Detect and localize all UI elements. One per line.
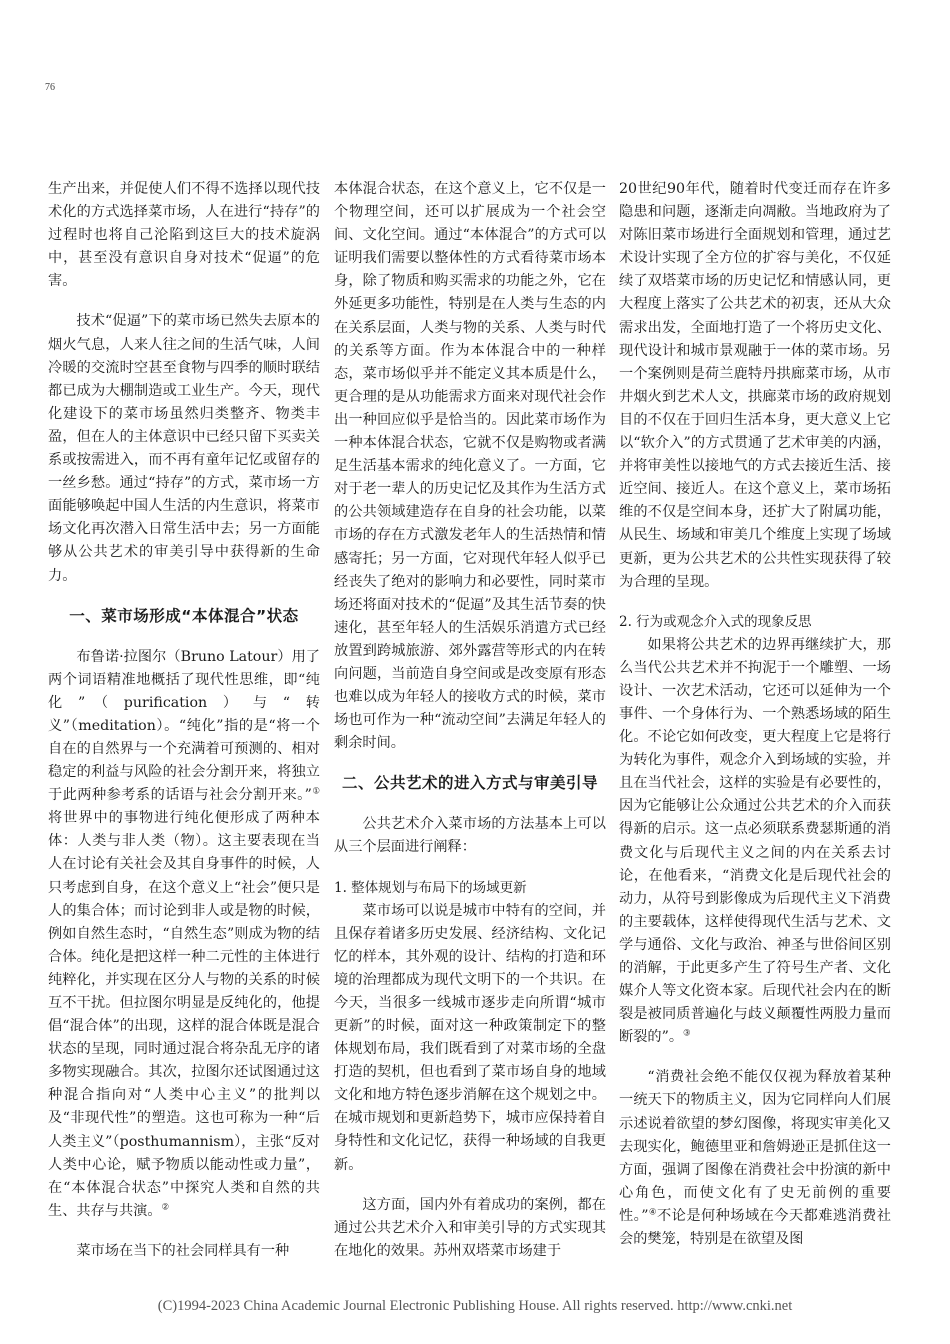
paragraph: 菜市场在当下的社会同样具有一种	[76, 1242, 290, 1259]
paragraph: 菜市场可以说是城市中特有的空间，并且保存着诸多历史发展、经济结构、文化记忆的样本，其外观的设计、结构的打造和环境的治理都成为现代文明下的一个共识。在今天，当很多一线城市逐步走向所谓“城市更新”的时候，面对这一种政策制定下的整体规划布局，我们既看到了对菜市场的全盘打造的契机，但也看到了菜市场自身的地域文化和地方特色逐步消解在这个规划之中。在城市规划和更新趋势下，城市应保持着自身特性和文化记忆，获得一种场域的自我更新。	[334, 902, 606, 1173]
section-heading-1: 一、菜市场形成“本体混合”状态	[69, 606, 299, 625]
paragraph: 公共艺术介入菜市场的方法基本上可以从三个层面进行阐释：	[334, 816, 606, 856]
paragraph-text: 如果将公共艺术的边界再继续扩大，那么当代公共艺术并不拘泥于一个雕塑、一场设计、一次艺术活动，它还可以延伸为一个事件、一个身体行为、一个熟悉场域的陌生化。不论它如何改变，更大程度上它是将行为转化为事件，观念介入到场域的实验，并且在当代社会，这样的实验是有必要性的，因为它能够让公众通过公共艺术的介入而获得新的启示。这一点必须联系费瑟斯通的消费文化与后现代主义之间的内在关系去讨论，在他看来，“消费文化是后现代社会的动力，从符号到影像成为后现代主义下消费的主要载体，这样使得现代生活与艺术、文学与通俗、文化与政治、神圣与世俗间区别的消解，于此更多产生了符号生产者、文化媒介人等文化资本家。后现代社会内在的断裂是被同质普遍化与歧义颠覆性两股力量而断裂的”。	[619, 636, 891, 1046]
paragraph-latour	[48, 646, 320, 1223]
page-number: 76	[45, 82, 55, 93]
column-left	[48, 178, 320, 1263]
paragraph-featherstone	[619, 634, 891, 1050]
subsection-heading-1: 1. 整体规划与布局下的场域更新	[334, 879, 527, 896]
paragraph: 本体混合状态，在这个意义上，它不仅是一个物理空间，还可以扩展成为一个社会空间、文化空间。通过“本体混合”的方式可以证明我们需要以整体性的方式看待菜市场本身，除了物质和购买需求的功能之外，它在外延更多功能性，特别是在人类与生态的内在关系层面，人类与物的关系、人类与时代的关系等方面。作为本体混合中的一种样态，菜市场似乎并不能定义其本质是什么，更合理的是从功能需求方面来对现代社会作出一种回应似乎是恰当的。因此菜市场作为一种本体混合状态，它就不仅是购物或者满足生活基本需求的纯化意义了。一方面，它对于老一辈人的历史记忆及其作为生活方式的公共领域建造存在自身的社会功能，以菜市场的存在方式激发老年人的生活热情和情感寄托；另一方面，它对现代年轻人似乎已经丧失了绝对的影响力和必要性，同时菜市场还将面对技术的“促逼”及其生活节奏的快速化，甚至年轻人的生活娱乐消遣方式已经放置到跨城旅游、郊外露营等形式的内在转向问题，当前造自身空间或是改变原有形态也难以成为年轻人的接收方式的时候，菜市场也可作为一种“流动空间”去满足年轻人的剩余时间。	[334, 181, 606, 752]
section-heading-2: 二、公共艺术的进入方式与审美引导	[341, 774, 598, 793]
paragraph: 技术“促逼”下的菜市场已然失去原本的烟火气息，人来人往之间的生活气味，人间冷暖的交流时空甚至食物与四季的顺时联结都已成为大棚制造或工业生产。今天，现代化建设下的菜市场虽然归类整齐、物类丰盈，但在人的主体意识中已经只留下买卖关系或按需进入，而不再有童年记忆或留存的一丝乡愁。通过“持存”的方式，菜市场一方面能够唤起中国人生活的内生意识，将菜市场文化再次潜入日常生活中去；另一方面能够从公共艺术的审美引导中获得新的生命力。	[48, 313, 320, 584]
column-right	[619, 178, 891, 1251]
paragraph-text: 布鲁诺·拉图尔（Bruno Latour）用了两个词语精准地概括了现代性思维，即“纯化”（purification）与“转义”（meditation）。“纯化”指的是“将一个自在的自然界与一个充满着可预测的、相对稳定的利益与风险的社会分割开来，将独立于此两种参考系的话语与社会分割开来。”	[48, 648, 320, 804]
paragraph: 20世纪90年代，随着时代变迁而存在许多隐患和问题，逐渐走向凋敝。当地政府为了对陈旧菜市场进行全面规划和管理，通过艺术设计实现了全方位的扩容与美化，不仅延续了双塔菜市场的历史记忆和情感认同，更大程度上落实了公共艺术的初衷，还从大众需求出发，全面地打造了一个将历史文化、现代设计和城市景观融于一体的菜市场。另一个案例则是荷兰鹿特丹拱廊菜市场，从市井烟火到艺术人文，拱廊菜市场的政府规划目的不仅在于回归生活本身，更大意义上它以“软介入”的方式贯通了艺术审美的内涵，并将审美性以接地气的方式去接近生活、接近空间、接近人。在这个意义上，菜市场拓维的不仅是空间本身，还扩大了附属功能，从民生、场域和审美几个维度上实现了场域更新，更为公共艺术的公共性实现获得了较为合理的呈现。	[619, 181, 891, 590]
paragraph: 这方面，国内外有着成功的案例，都在通过公共艺术介入和审美引导的方式实现其在地化的效果。苏州双塔菜市场建于	[334, 1196, 606, 1259]
column-middle	[334, 178, 606, 1263]
footnote-ref-1[interactable]: ①	[311, 786, 321, 797]
paragraph-quote	[619, 1066, 891, 1251]
paragraph-text: “消费社会绝不能仅仅视为释放着某种一统天下的物质主义，因为它同样向人们展示述说着欲望的梦幻图像，将现实审美化又去现实化，鲍德里亚和詹姆逊正是抓住这一方面，强调了图像在消费社会中扮演的新中心角色，而使文化有了史无前例的重要性。”	[619, 1069, 891, 1224]
footnote-ref-4[interactable]: ④	[648, 1207, 658, 1218]
footnote-ref-3[interactable]: ③	[683, 1028, 691, 1039]
paragraph-text: 不论是何种场域在今天都难逃消费社会的樊笼，特别是在欲望及图	[619, 1207, 892, 1248]
footnote-ref-2[interactable]: ②	[161, 1202, 170, 1213]
subsection-heading-2: 2. 行为或观念介入式的现象反思	[619, 613, 812, 630]
copyright-footer: (C)1994-2023 China Academic Journal Electronic Publishing House. All rights reserved. http://www.cnki.net	[157, 1298, 793, 1314]
paragraph: 生产出来，并促使人们不得不选择以现代技术化的方式选择菜市场，人在进行“持存”的过程时也将自己沦陷到这巨大的技术旋涡中，甚至没有意识自身对技术“促逼”的危害。	[48, 181, 320, 290]
paragraph-text: 将世界中的事物进行纯化便形成了两种本体：人类与非人类（物）。这主要表现在当人在讨论有关社会及其自身事件的时候，人只考虑到自身，在这个意义上“社会”便只是人的集合体；而讨论到非人或是物的时候，例如自然生态时，“自然生态”则成为物的结合体。纯化是把这样一种二元性的主体进行纯粹化，并实现在区分人与物的关系的时候互不干扰。但拉图尔明显是反纯化的，他提倡“混合体”的出现，这样的混合体既是混合状态的呈现，同时通过混合将杂乱无序的诸多物实现融合。其次，拉图尔还试图通过这种混合指向对“人类中心主义”的批判以及“非现代性”的塑造。这也可称为一种“后人类主义”（posthumannism），主张“反对人类中心论，赋予物质以能动性或力量”，在“本体混合状态”中探究人类和自然的共生、共存与共演。	[48, 810, 320, 1219]
